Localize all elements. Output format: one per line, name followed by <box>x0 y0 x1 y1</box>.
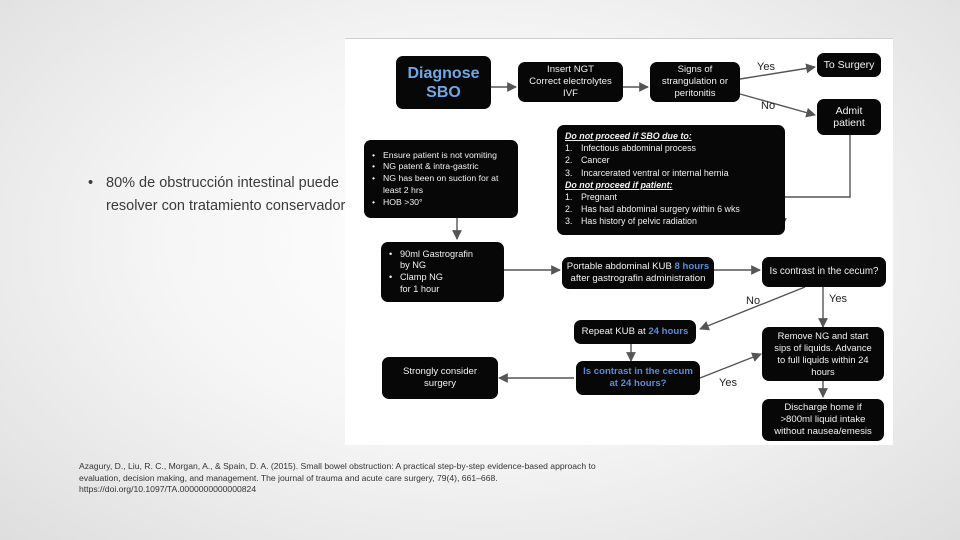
do-not-proceed-box: Do not proceed if SBO due to: 1. Infectious abdominal process 2. Cancer 3. Incarcerated ventral or internal hernia Do not proceed if patient: 1. Pregnant 2. Has had abdominal surgery within 6 wks 3. Has history of pelvic radiation <box>557 125 785 235</box>
portable-kub-box: Portable abdominal KUB 8 hours after gastrografin administration <box>562 257 714 289</box>
diagnose-sbo-box: Diagnose SBO <box>396 56 491 109</box>
yes-label-discharge: Yes <box>719 377 737 389</box>
arrow-admit-kub <box>782 135 850 227</box>
contrast-cecum-box: Is contrast in the cecum? <box>762 257 886 287</box>
remove-ng-box: Remove NG and start sips of liquids. Advance to full liquids within 24 hours <box>762 327 884 381</box>
arrow-signs-admit <box>740 94 815 115</box>
citation: Azagury, D., Liu, R. C., Morgan, A., & Spain, D. A. (2015). Small bowel obstruction: A practical step-by-step evidence-based approach to evaluation, decision making, and management. The journal of trauma and acute care surgery, 79(4), 661–668. https://doi.org/10.1097/TA.0000000000000824 <box>79 461 596 494</box>
arrow-signs-surgery <box>740 67 815 79</box>
no-label-repeat: No <box>746 295 761 307</box>
repeat-kub-box: Repeat KUB at 24 hours <box>574 320 696 344</box>
bullet-dot: • <box>88 175 94 191</box>
flowchart-panel <box>345 38 893 445</box>
contrast-24-box: Is contrast in the cecum at 24 hours? <box>576 361 700 395</box>
strongly-consider-surgery-box: Strongly consider surgery <box>382 357 498 399</box>
arrow-contrast24-remove <box>700 354 761 378</box>
admit-patient-box: Admit patient <box>817 99 881 135</box>
bullet-text: 80% de obstrucción intestinal puede resolver con tratamiento conservador <box>106 175 346 214</box>
discharge-home-box: Discharge home if >800ml liquid intake without nausea/emesis <box>762 399 884 441</box>
insert-ngt-box: Insert NGT Correct electrolytes IVF <box>518 62 623 102</box>
gastrografin-box: • 90ml Gastrografin by NG • Clamp NG for 1 hour <box>381 242 504 302</box>
signs-strangulation-box: Signs of strangulation or peritonitis <box>650 62 740 102</box>
arrow-cecum-repeat <box>700 287 805 329</box>
no-label-admit: No <box>761 100 776 112</box>
ensure-patient-box: • Ensure patient is not vomiting • NG patent & intra-gastric • NG has been on suction for at least 2 hrs • HOB >30° <box>364 140 518 218</box>
slide-bullet <box>88 172 346 218</box>
yes-label-remove: Yes <box>829 293 847 305</box>
yes-label-surgery: Yes <box>757 61 775 73</box>
to-surgery-box: To Surgery <box>817 53 881 77</box>
